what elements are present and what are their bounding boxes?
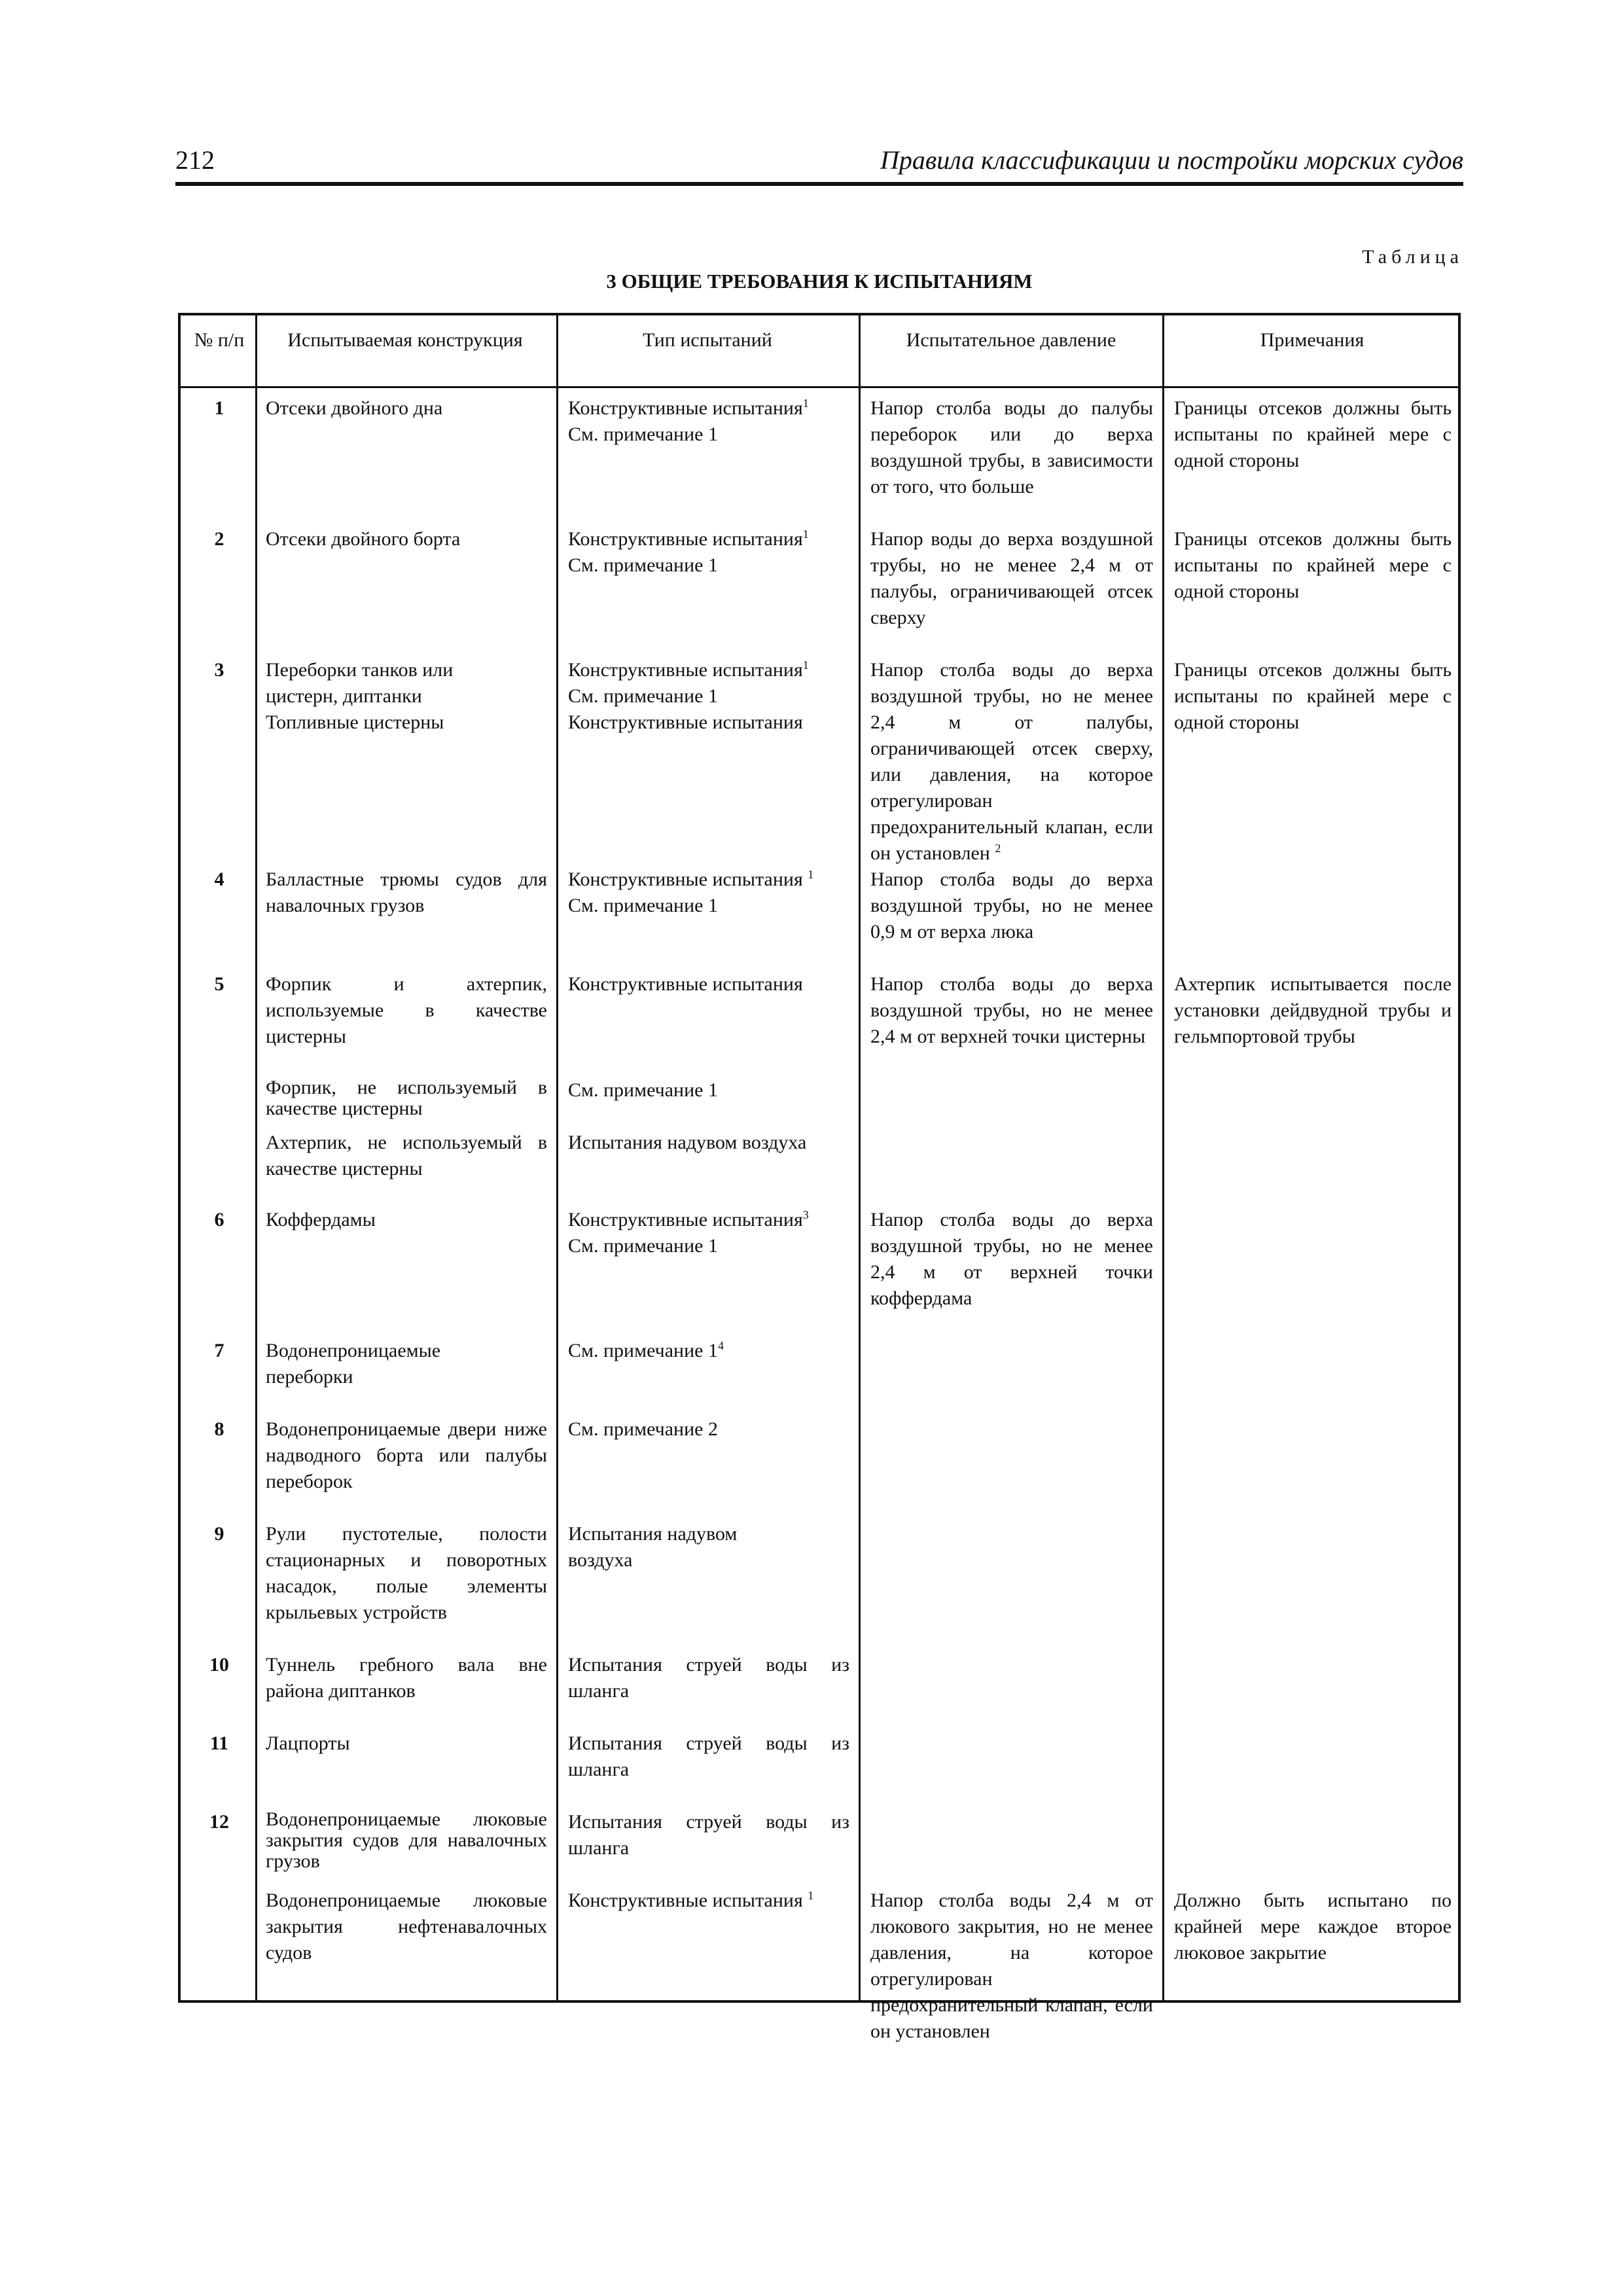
construction-cell: Водонепроницаемые переборки <box>266 1340 441 1388</box>
running-title: Правила классификации и постройки морских судов <box>880 145 1463 175</box>
construction-cell: Форпик, не используемый в качестве цистерны <box>266 1077 547 1119</box>
test-type-cell: Конструктивные испытания$^3$ См. примечание 1 <box>568 1208 809 1257</box>
column-header-test-type: Тип испытаний <box>643 329 772 351</box>
column-header-num: № п/п <box>194 329 245 351</box>
row-number: 5 <box>214 973 224 995</box>
test-type-cell: Конструктивные испытания$^1$ См. примечание 1 <box>568 397 809 445</box>
test-type-cell: Конструктивные испытания $^1$ <box>568 1889 814 1911</box>
column-divider <box>859 315 861 2000</box>
row-number: 8 <box>214 1418 224 1440</box>
row-number: 4 <box>214 869 224 890</box>
notes-cell: Границы отсеков должны быть испытаны по крайней мере с одной стороны <box>1174 397 1452 471</box>
row-number: 1 <box>214 397 224 419</box>
column-header-notes: Примечания <box>1260 329 1364 351</box>
column-header-pressure: Испытательное давление <box>906 329 1116 351</box>
test-type-cell: Испытания струей воды из шланга <box>568 1811 849 1859</box>
construction-cell: Лацпорты <box>266 1732 350 1754</box>
row-number: 11 <box>209 1732 229 1754</box>
requirements-table <box>178 313 1461 2042</box>
construction-cell: Ахтерпик, не используемый в качестве цистерны <box>266 1132 547 1179</box>
row-number: 2 <box>214 528 224 550</box>
test-type-cell: Конструктивные испытания$^1$ См. примечание 1 <box>568 528 809 576</box>
row-number: 9 <box>214 1523 224 1545</box>
row-number: 7 <box>214 1340 224 1361</box>
row-number: 12 <box>209 1811 229 1833</box>
pressure-cell: Напор столба воды до верха воздушной трубы, но не менее 2,4 м от палубы, ограничивающей отсек сверху, или давления, на которое отрегулирован предохранительный клапан, если он установлен $^2$ <box>870 659 1153 864</box>
test-type-cell: Испытания надувом воздуха <box>568 1523 738 1571</box>
construction-cell: Переборки танков или цистерн, диптанки Топливные цистерны <box>266 659 454 733</box>
pressure-cell: Напор столба воды 2,4 м от люкового закрытия, но не менее давления, на которое отрегулирован предохранительный клапан, если он установлен <box>870 1890 1153 2042</box>
construction-cell: Водонепроницаемые двери ниже надводного борта или палубы переборок <box>266 1418 547 1492</box>
test-type-cell: Испытания струей воды из шланга <box>568 1732 849 1780</box>
column-divider <box>556 315 558 2000</box>
test-type-cell: См. примечание 1 <box>568 1079 718 1101</box>
pressure-cell: Напор столба воды до верха воздушной трубы, но не менее 2,4 м от верхней точки цистерны <box>870 973 1153 1047</box>
column-divider <box>1162 315 1164 2000</box>
test-type-cell: См. примечание $1^4$ <box>568 1339 724 1361</box>
notes-cell: Ахтерпик испытывается после установки дейдвудной трубы и гельмпортовой трубы <box>1174 973 1452 1047</box>
construction-cell: Водонепроницаемые люковые закрытия судов для навалочных грузов <box>266 1808 547 1872</box>
notes-cell: Границы отсеков должны быть испытаны по крайней мере с одной стороны <box>1174 659 1452 733</box>
column-divider <box>255 315 257 2000</box>
row-number: 6 <box>214 1209 224 1230</box>
pressure-cell: Напор столба воды до палубы переборок или до верха воздушной трубы, в зависимости от того, что больше <box>870 397 1153 497</box>
pressure-cell: Напор воды до верха воздушной трубы, но не менее 2,4 м от палубы, ограничивающей отсек сверху <box>870 528 1153 628</box>
test-type-cell: Конструктивные испытания $^1$ См. примечание 1 <box>568 868 814 916</box>
notes-cell: Должно быть испытано по крайней мере каждое второе люковое закрытие <box>1174 1890 1452 1964</box>
pressure-cell: Напор столба воды до верха воздушной трубы, но не менее 0,9 м от верха люка <box>870 869 1153 942</box>
table-title: 3 ОБЩИЕ ТРЕБОВАНИЯ К ИСПЫТАНИЯМ <box>606 270 1033 293</box>
notes-cell: Границы отсеков должны быть испытаны по крайней мере с одной стороны <box>1174 528 1452 602</box>
construction-cell: Форпик и ахтерпик, используемые в качестве цистерны <box>266 973 547 1047</box>
pressure-cell: Напор столба воды до верха воздушной трубы, но не менее 2,4 м от верхней точки коффердама <box>870 1209 1153 1309</box>
header-divider <box>181 386 1458 388</box>
construction-cell: Отсеки двойного дна <box>266 397 443 419</box>
construction-cell: Туннель гребного вала вне района диптанков <box>266 1654 547 1702</box>
table-label: Таблица <box>1362 246 1463 268</box>
column-header-construction: Испытываемая конструкция <box>287 329 523 351</box>
test-type-cell: Испытания надувом воздуха <box>568 1132 807 1153</box>
test-type-cell: Конструктивные испытания <box>568 973 803 995</box>
row-number: 3 <box>214 659 224 681</box>
test-type-cell: Испытания струей воды из шланга <box>568 1654 849 1702</box>
test-type-cell: Конструктивные испытания$^1$ См. примечание 1 Конструктивные испытания <box>568 658 809 733</box>
page-number: 212 <box>175 145 215 175</box>
construction-cell: Водонепроницаемые люковые закрытия нефтенавалочных судов <box>266 1890 547 1964</box>
construction-cell: Рули пустотелые, полости стационарных и поворотных насадок, полые элементы крыльевых устройств <box>266 1523 547 1623</box>
page-header <box>175 143 1463 186</box>
construction-cell: Отсеки двойного борта <box>266 528 461 550</box>
row-number: 10 <box>209 1654 229 1676</box>
construction-cell: Коффердамы <box>266 1209 376 1230</box>
construction-cell: Балластные трюмы судов для навалочных грузов <box>266 869 547 916</box>
test-type-cell: См. примечание 2 <box>568 1418 718 1440</box>
